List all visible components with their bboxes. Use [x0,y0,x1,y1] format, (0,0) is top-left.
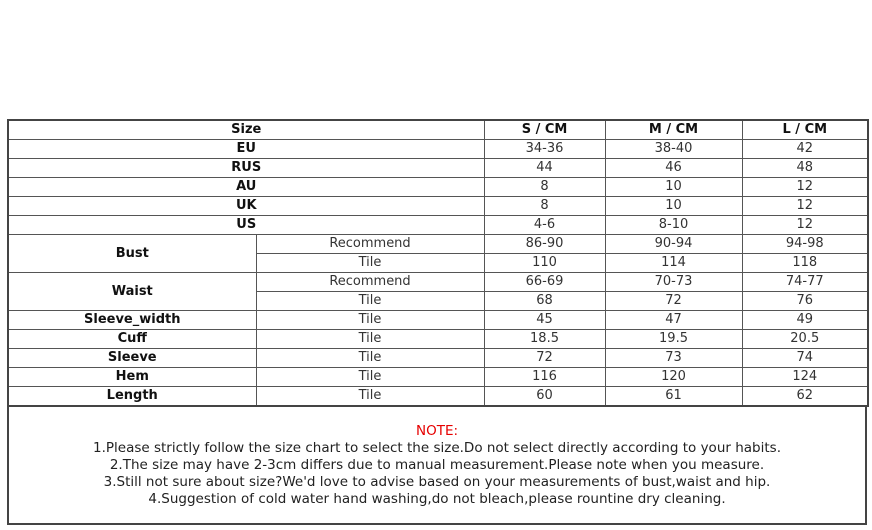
cell-l: 74-77 [742,273,868,292]
measure-type: Tile [256,349,484,368]
row-waist-recommend [8,273,868,292]
cell-l: 48 [742,159,868,178]
cell-l: 94-98 [742,235,868,254]
row-rus [8,159,868,178]
cell-l: 42 [742,140,868,159]
row-label: Sleeve_width [8,311,256,330]
cell-m: 61 [605,387,742,407]
row-eu [8,140,868,159]
row-label: Hem [8,368,256,387]
cell-s: 8 [484,197,605,216]
cell-m: 90-94 [605,235,742,254]
note-line-2: 2.The size may have 2-3cm differs due to manual measurement.Please note when you measure. [109,457,765,473]
note-line-4: 4.Suggestion of cold water hand washing,do not bleach,please rountine dry cleaning. [148,491,726,507]
cell-m: 114 [605,254,742,273]
row-bust-recommend [8,235,868,254]
cell-l: 12 [742,216,868,235]
measure-type: Tile [256,368,484,387]
row-label: Cuff [8,330,256,349]
note-line-3: 3.Still not sure about size?We'd love to advise based on your measurements of bust,waist and hip. [103,474,771,490]
cell-m: 10 [605,197,742,216]
cell-s: 45 [484,311,605,330]
cell-l: 118 [742,254,868,273]
row-sleeve-width [8,311,868,330]
measure-type: Tile [256,254,484,273]
cell-s: 18.5 [484,330,605,349]
note-line-1: 1.Please strictly follow the size chart to select the size.Do not select directly according to your habits. [93,440,781,456]
row-label: Sleeve [8,349,256,368]
header-size: Size [8,120,484,140]
row-label: US [8,216,484,235]
waist-label: Waist [8,273,256,311]
measure-type: Recommend [256,273,484,292]
cell-l: 74 [742,349,868,368]
cell-s: 72 [484,349,605,368]
cell-m: 120 [605,368,742,387]
cell-s: 110 [484,254,605,273]
row-label: Length [8,387,256,407]
cell-s: 66-69 [484,273,605,292]
notes-content [9,405,865,508]
size-chart-table [7,119,869,407]
row-label: AU [8,178,484,197]
row-length [8,387,868,407]
cell-s: 60 [484,387,605,407]
cell-s: 86-90 [484,235,605,254]
cell-l: 12 [742,197,868,216]
cell-s: 34-36 [484,140,605,159]
note-title: NOTE: [415,423,459,439]
cell-l: 62 [742,387,868,407]
row-us [8,216,868,235]
cell-m: 8-10 [605,216,742,235]
header-row [8,120,868,140]
cell-m: 10 [605,178,742,197]
cell-m: 73 [605,349,742,368]
cell-l: 12 [742,178,868,197]
row-hem [8,368,868,387]
notes-box [7,405,867,525]
cell-m: 38-40 [605,140,742,159]
cell-m: 47 [605,311,742,330]
cell-m: 19.5 [605,330,742,349]
header-l: L / CM [742,120,868,140]
measure-type: Tile [256,292,484,311]
row-label: UK [8,197,484,216]
row-sleeve [8,349,868,368]
cell-s: 116 [484,368,605,387]
bust-label: Bust [8,235,256,273]
measure-type: Tile [256,311,484,330]
cell-l: 49 [742,311,868,330]
measure-type: Tile [256,330,484,349]
cell-l: 76 [742,292,868,311]
header-s: S / CM [484,120,605,140]
cell-m: 72 [605,292,742,311]
cell-l: 124 [742,368,868,387]
cell-l: 20.5 [742,330,868,349]
header-m: M / CM [605,120,742,140]
cell-s: 44 [484,159,605,178]
row-label: EU [8,140,484,159]
cell-s: 68 [484,292,605,311]
cell-m: 46 [605,159,742,178]
row-cuff [8,330,868,349]
cell-s: 4-6 [484,216,605,235]
row-au [8,178,868,197]
measure-type: Recommend [256,235,484,254]
measure-type: Tile [256,387,484,407]
row-uk [8,197,868,216]
cell-s: 8 [484,178,605,197]
row-label: RUS [8,159,484,178]
cell-m: 70-73 [605,273,742,292]
